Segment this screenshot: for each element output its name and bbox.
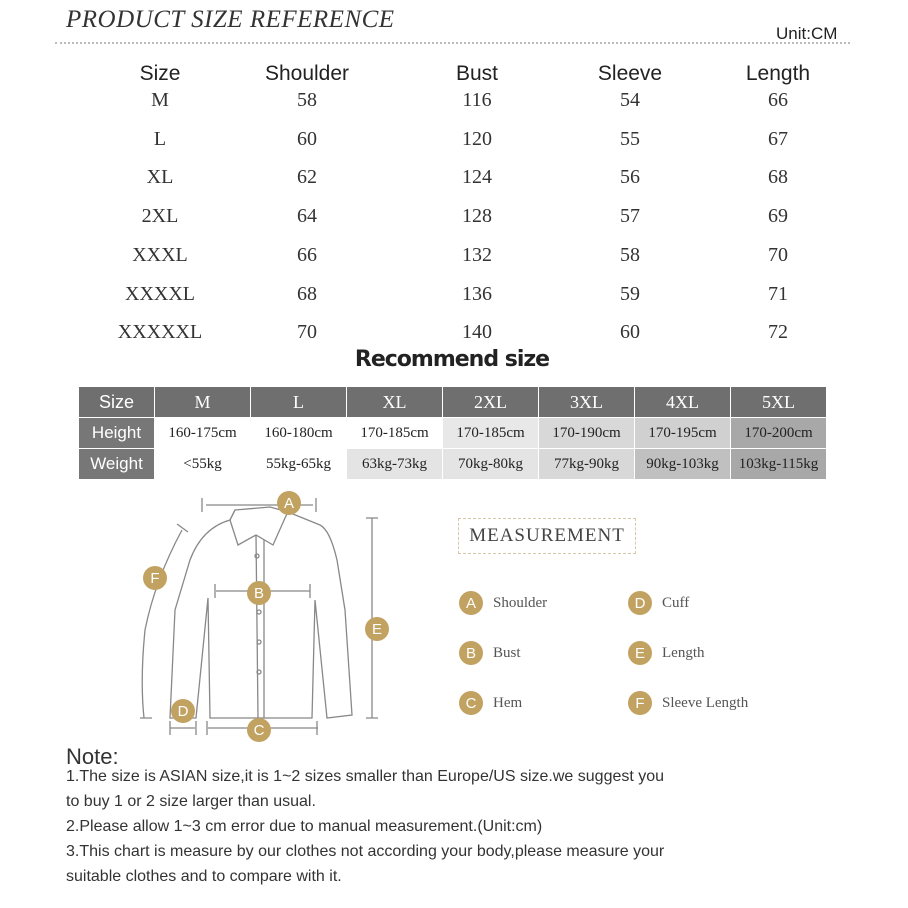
recommend-cell: 2XL [443,387,539,418]
recommend-cell: 70kg-80kg [443,449,539,480]
size-table-cell: XXXL [132,243,188,266]
note-title: Note: [66,744,119,769]
size-table-cell: 54 [620,89,640,111]
size-table-cell: 67 [768,127,788,150]
note-line: 2.Please allow 1~3 cm error due to manual measurement.(Unit:cm) [66,818,543,835]
legend-item [459,691,522,715]
row-label: Weight [79,449,155,480]
legend-item [628,691,748,715]
size-table-cell: 60 [297,127,317,150]
size-table-cell: 66 [297,243,317,266]
legend-badge: E [628,641,652,665]
recommend-cell: 170-185cm [443,418,539,449]
recommend-cell: M [155,387,251,418]
title-divider [55,42,850,44]
size-table-cell: XL [146,166,174,189]
size-table-cell: 136 [462,282,492,305]
page-title: PRODUCT SIZE REFERENCE [66,6,395,33]
size-table-cell: 116 [462,89,492,111]
size-table-cell: 69 [768,205,788,228]
size-table-cell: 58 [620,243,640,266]
legend-label: Shoulder [493,594,548,611]
recommend-title: Recommend size [354,347,550,372]
recommend-cell: 5XL [731,387,827,418]
size-table-cell: 59 [620,282,640,305]
recommend-cell: 160-180cm [251,418,347,449]
recommend-cell: XL [347,387,443,418]
recommend-cell: 170-185cm [347,418,443,449]
size-table-cell: 66 [768,89,788,111]
recommend-cell: 4XL [635,387,731,418]
recommend-cell: 160-175cm [155,418,251,449]
size-table-cell: 71 [768,282,788,305]
legend-item [459,591,547,615]
note-line: 3.This chart is measure by our clothes not according your body,please measure your [66,843,665,860]
legend-label: Hem [493,694,523,711]
size-table-header: Length [745,62,811,85]
size-table-header: Bust [455,62,499,85]
size-table-cell: 120 [462,127,492,150]
size-table-cell: 58 [297,89,317,111]
legend-badge: A [459,591,483,615]
recommend-row-height [79,418,827,449]
diagram-label-d: D [177,703,189,720]
note-line: suitable clothes and to compare with it. [66,868,342,885]
size-table-cell: 60 [620,321,640,344]
diagram-label-a: A [283,495,295,512]
size-table-header: Sleeve [597,62,663,85]
legend-item [628,591,689,615]
size-table-cell: M [151,89,169,111]
legend-label: Sleeve Length [662,694,749,711]
recommend-table [78,386,827,480]
size-table-cell: 56 [620,166,640,189]
recommend-cell: 170-195cm [635,418,731,449]
recommend-row-weight [79,449,827,480]
recommend-cell: 103kg-115kg [731,449,827,480]
recommend-cell: 55kg-65kg [251,449,347,480]
size-table-cell: 68 [297,282,317,305]
note-line: 1.The size is ASIAN size,it is 1~2 sizes smaller than Europe/US size.we suggest you [66,768,665,785]
recommend-cell: 90kg-103kg [635,449,731,480]
size-table-cell: 72 [768,321,788,344]
measurement-title: MEASUREMENT [458,518,636,554]
size-table-cell: 62 [297,166,317,189]
legend-badge: B [459,641,483,665]
size-table-cell: 70 [297,321,317,344]
size-table-cell: 124 [462,166,492,189]
legend-item [628,641,705,665]
recommend-cell: L [251,387,347,418]
diagram-label-b: B [253,585,265,602]
size-table-cell: XXXXL [125,282,195,305]
legend-label: Length [662,644,705,661]
legend-badge: D [628,591,652,615]
size-table-cell: 68 [768,166,788,189]
size-table-cell: 132 [462,243,492,266]
diagram-label-e: E [371,621,383,638]
size-table-header: Size [139,62,181,85]
row-label: Size [79,387,155,418]
size-table-cell: 2XL [141,205,179,228]
legend-badge: F [628,691,652,715]
recommend-row-sizes [79,387,827,418]
recommend-cell: 63kg-73kg [347,449,443,480]
size-table-cell: 140 [462,321,492,344]
row-label: Height [79,418,155,449]
diagram-label-f: F [150,570,160,587]
size-table-cell: XXXXXL [117,321,203,344]
unit-label: Unit:CM [776,24,838,43]
recommend-cell: 170-200cm [731,418,827,449]
legend-item [459,641,521,665]
size-table-cell: 70 [768,243,788,266]
recommend-cell: 170-190cm [539,418,635,449]
size-table-header: Shoulder [264,62,350,85]
size-table-cell: 55 [620,127,640,150]
recommend-cell: 77kg-90kg [539,449,635,480]
legend-label: Cuff [662,594,690,611]
recommend-cell: <55kg [155,449,251,480]
size-table-cell: 128 [462,205,492,228]
size-table-cell: L [153,127,167,150]
shirt-diagram [130,490,410,745]
recommend-cell: 3XL [539,387,635,418]
legend-label: Bust [493,644,521,661]
legend-badge: C [459,691,483,715]
diagram-label-c: C [253,722,265,739]
note-line: to buy 1 or 2 size larger than usual. [66,793,316,810]
size-table-cell: 64 [297,205,317,228]
size-table-cell: 57 [620,205,640,228]
